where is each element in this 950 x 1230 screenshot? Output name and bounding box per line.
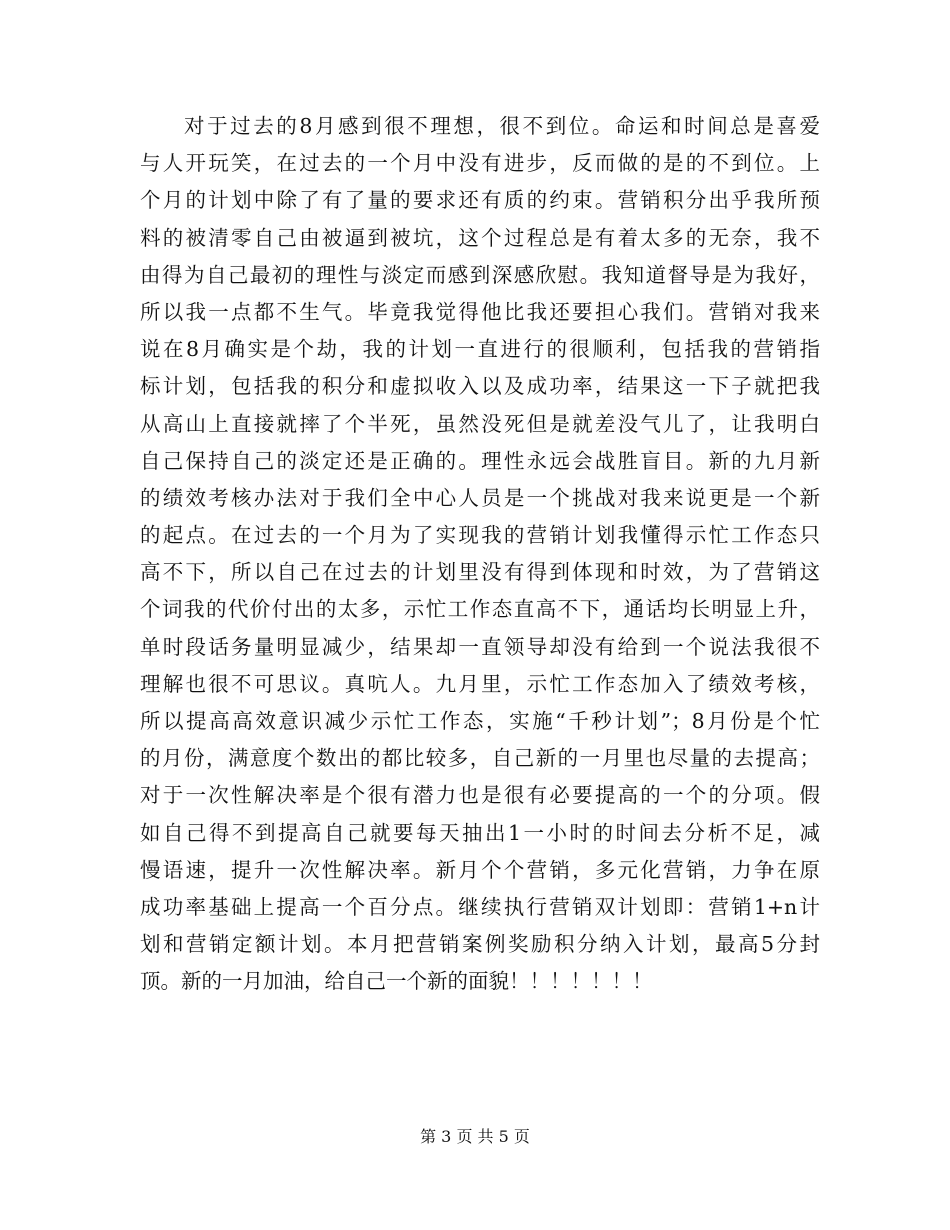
paragraph-line: 单时段话务量明显减少，结果却一直领导却没有给到一个说法我很不 [140,634,820,659]
paragraph-line: 顶。新的一月加油，给自己一个新的面貌！！！！！！！ [140,969,653,994]
paragraph-line: 理解也很不可思议。真吭人。九月里，示忙工作态加入了绩效考核， [140,671,820,696]
paragraph-line: 由得为自己最初的理性与淡定而感到深感欣慰。我知道督导是为我好， [140,262,820,287]
paragraph-line: 成功率基础上提高一个百分点。继续执行营销双计划即：营销1+n计 [140,894,820,919]
paragraph-line: 标计划，包括我的积分和虚拟收入以及成功率，结果这一下子就把我 [140,374,820,399]
paragraph-line: 高不下，所以自己在过去的计划里没有得到体现和时效，为了营销这 [140,560,820,585]
paragraph-line: 对于过去的8月感到很不理想，很不到位。命运和时间总是喜爱 [184,114,820,138]
paragraph-line: 划和营销定额计划。本月把营销案例奖励积分纳入计划，最高5分封 [140,932,820,957]
paragraph-line: 个词我的代价付出的太多，示忙工作态直高不下，通话均长明显上升， [140,597,820,622]
paragraph-line: 自己保持自己的淡定还是正确的。理性永远会战胜盲目。新的九月新 [140,448,820,473]
page-number-footer: 第 3 页 共 5 页 [420,1127,530,1146]
paragraph-line: 的起点。在过去的一个月为了实现我的营销计划我懂得示忙工作态只 [140,523,820,548]
paragraph-line: 的月份，满意度个数出的都比较多，自己新的一月里也尽量的去提高； [140,746,820,771]
paragraph-line: 所以提高高效意识减少示忙工作态，实施“千秒计划”；8月份是个忙 [140,709,820,733]
paragraph-line: 料的被清零自己由被逼到被坑，这个过程总是有着太多的无奈，我不 [140,225,820,250]
paragraph-line: 所以我一点都不生气。毕竟我觉得他比我还要担心我们。营销对我来 [140,299,820,324]
body-paragraph [140,108,820,1001]
paragraph-line: 如自己得不到提高自己就要每天抽出1一小时的时间去分析不足，减 [140,820,820,845]
paragraph-line: 对于一次性解决率是个很有潜力也是很有必要提高的一个的分项。假 [140,783,820,808]
paragraph-line: 从高山上直接就摔了个半死，虽然没死但是就差没气儿了，让我明白 [140,411,820,436]
paragraph-line: 个月的计划中除了有了量的要求还有质的约束。营销积分出乎我所预 [140,188,820,213]
paragraph-line: 的绩效考核办法对于我们全中心人员是一个挑战对我来说更是一个新 [140,485,820,510]
paragraph-line: 与人开玩笑，在过去的一个月中没有进步，反而做的是的不到位。上 [140,151,820,176]
paragraph-line: 说在8月确实是个劫，我的计划一直进行的很顺利，包括我的营销指 [140,337,820,362]
paragraph-line: 慢语速，提升一次性解决率。新月个个营销，多元化营销，力争在原 [140,857,820,882]
